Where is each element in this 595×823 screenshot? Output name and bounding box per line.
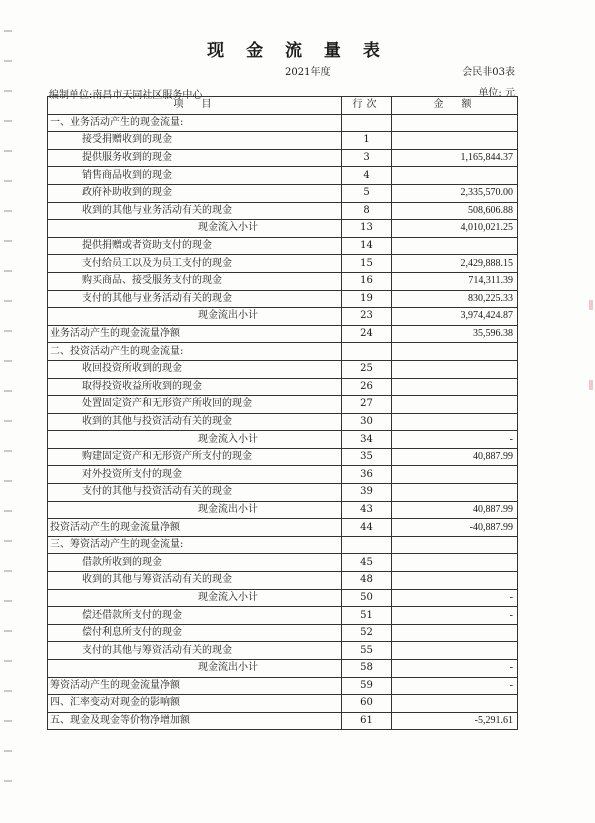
row-line-no: 14 [342,237,392,255]
row-amount: 2,335,570.00 [392,184,518,202]
table-row [48,290,518,308]
row-line-no: 4 [342,167,392,185]
page-title: 现 金 流 量 表 [207,41,388,61]
row-line-no: 59 [342,677,392,695]
row-amount: - [392,431,518,449]
row-item: 现金流入小计 [48,220,342,238]
table-row [48,360,518,378]
row-amount [392,695,518,713]
row-item: 处置固定资产和无形资产所收回的现金 [48,396,342,414]
row-item: 业务活动产生的现金流量净额 [48,325,342,343]
row-line-no: 25 [342,360,392,378]
binding-hole [4,390,12,392]
binding-hole [4,150,12,152]
row-item: 对外投资所支付的现金 [48,466,342,484]
row-item: 支付的其他与筹资活动有关的现金 [48,642,342,660]
binding-hole [4,720,12,722]
row-line-no: 35 [342,448,392,466]
row-item: 四、汇率变动对现金的影响额 [48,695,342,713]
row-item: 偿还借款所支付的现金 [48,607,342,625]
row-line-no: 26 [342,378,392,396]
binding-hole [4,240,12,242]
row-item: 现金流出小计 [48,660,342,678]
row-line-no [342,536,392,554]
table-row [48,308,518,326]
table-row [48,466,518,484]
binding-hole [4,30,12,32]
table-row [48,448,518,466]
table-row [48,149,518,167]
table-row [48,184,518,202]
row-amount: - [392,607,518,625]
table-row [48,519,518,537]
binding-hole [4,480,12,482]
binding-hole [4,630,12,632]
row-line-no: 27 [342,396,392,414]
row-line-no: 60 [342,695,392,713]
row-line-no: 48 [342,572,392,590]
row-line-no: 24 [342,325,392,343]
row-amount [392,343,518,361]
table-row [48,396,518,414]
row-amount [392,413,518,431]
header-item: 项 目 [48,97,342,115]
row-line-no: 15 [342,255,392,273]
row-line-no [342,114,392,132]
table-row [48,624,518,642]
row-amount: - [392,660,518,678]
binding-hole [4,360,12,362]
red-stamp-edge [589,300,593,310]
row-line-no: 61 [342,712,392,730]
row-line-no [342,343,392,361]
row-item: 一、业务活动产生的现金流量: [48,114,342,132]
row-item: 三、筹资活动产生的现金流量: [48,536,342,554]
row-line-no: 23 [342,308,392,326]
row-line-no: 36 [342,466,392,484]
reporting-entity: 编制单位:南昌市天同社区服务中心 [49,90,203,101]
row-item: 购建固定资产和无形资产所支付的现金 [48,448,342,466]
row-line-no: 34 [342,431,392,449]
table-row [48,413,518,431]
row-amount [392,237,518,255]
binding-hole [4,510,12,512]
table-row [48,695,518,713]
table-row [48,202,518,220]
table-row [48,589,518,607]
row-line-no: 44 [342,519,392,537]
row-amount: - [392,677,518,695]
row-item: 现金流出小计 [48,501,342,519]
row-amount: 40,887.99 [392,501,518,519]
row-amount: 508,606.88 [392,202,518,220]
row-amount [392,132,518,150]
header-line-no: 行次 [342,97,392,115]
row-line-no: 39 [342,484,392,502]
binding-hole [4,90,12,92]
binding-hole [4,600,12,602]
binding-hole [4,540,12,542]
binding-hole [4,690,12,692]
binding-hole [4,660,12,662]
row-item: 取得投资收益所收到的现金 [48,378,342,396]
row-line-no: 43 [342,501,392,519]
row-item: 支付的其他与投资活动有关的现金 [48,484,342,502]
red-stamp-edge [589,380,593,390]
binding-hole [4,270,12,272]
row-item: 现金流出小计 [48,308,342,326]
table-row [48,536,518,554]
binding-hole [4,570,12,572]
row-amount: 830,225.33 [392,290,518,308]
table-row [48,607,518,625]
table-row [48,325,518,343]
row-item: 销售商品收到的现金 [48,167,342,185]
row-amount [392,466,518,484]
row-item: 二、投资活动产生的现金流量: [48,343,342,361]
row-amount [392,484,518,502]
binding-hole [4,120,12,122]
binding-hole [4,300,12,302]
row-line-no: 55 [342,642,392,660]
table-row [48,237,518,255]
row-item: 支付给员工以及为员工支付的现金 [48,255,342,273]
binding-hole [4,180,12,182]
row-amount: 714,311.39 [392,272,518,290]
row-item: 收到的其他与投资活动有关的现金 [48,413,342,431]
cash-flow-table [47,96,518,730]
row-amount [392,642,518,660]
row-amount [392,396,518,414]
table-row [48,712,518,730]
row-amount: 4,010,021.25 [392,220,518,238]
table-row [48,114,518,132]
row-item: 投资活动产生的现金流量净额 [48,519,342,537]
row-item: 借款所收到的现金 [48,554,342,572]
table-header-row [48,97,518,115]
table-row [48,572,518,590]
binding-hole [4,750,12,752]
row-amount [392,624,518,642]
row-item: 接受捐赠收到的现金 [48,132,342,150]
table-row [48,554,518,572]
binding-hole [4,330,12,332]
row-line-no: 8 [342,202,392,220]
row-line-no: 50 [342,589,392,607]
row-amount: -40,887.99 [392,519,518,537]
row-amount [392,378,518,396]
row-line-no: 51 [342,607,392,625]
table-row [48,167,518,185]
binding-hole [4,210,12,212]
row-amount: 35,596.38 [392,325,518,343]
currency-unit: 单位: 元 [478,88,515,99]
row-item: 收回投资所收到的现金 [48,360,342,378]
row-line-no: 19 [342,290,392,308]
row-line-no: 3 [342,149,392,167]
row-line-no: 58 [342,660,392,678]
row-item: 筹资活动产生的现金流量净额 [48,677,342,695]
row-item: 收到的其他与业务活动有关的现金 [48,202,342,220]
row-amount [392,554,518,572]
row-amount [392,167,518,185]
row-item: 支付的其他与业务活动有关的现金 [48,290,342,308]
table-row [48,255,518,273]
binding-holes [4,30,14,810]
table-row [48,378,518,396]
table-row [48,642,518,660]
row-amount [392,360,518,378]
table-row [48,431,518,449]
row-amount: 2,429,888.15 [392,255,518,273]
table-row [48,132,518,150]
row-amount: 1,165,844.37 [392,149,518,167]
binding-hole [4,420,12,422]
row-item: 政府补助收到的现金 [48,184,342,202]
row-amount: -5,291.61 [392,712,518,730]
row-item: 收到的其他与筹资活动有关的现金 [48,572,342,590]
row-item: 偿付利息所支付的现金 [48,624,342,642]
row-line-no: 5 [342,184,392,202]
table-row [48,677,518,695]
row-amount: 40,887.99 [392,448,518,466]
table-row [48,220,518,238]
binding-hole [4,780,12,782]
form-number: 会民非03表 [462,67,515,78]
row-amount: - [392,589,518,607]
row-amount [392,114,518,132]
row-item: 提供服务收到的现金 [48,149,342,167]
table-row [48,484,518,502]
row-line-no: 1 [342,132,392,150]
row-item: 购买商品、接受服务支付的现金 [48,272,342,290]
table-row [48,343,518,361]
row-line-no: 30 [342,413,392,431]
binding-hole [4,450,12,452]
row-amount: 3,974,424.87 [392,308,518,326]
row-line-no: 52 [342,624,392,642]
table-row [48,501,518,519]
row-item: 现金流入小计 [48,589,342,607]
row-line-no: 45 [342,554,392,572]
row-line-no: 16 [342,272,392,290]
report-year: 2021年度 [285,67,331,78]
row-item: 五、现金及现金等价物净增加额 [48,712,342,730]
row-amount [392,572,518,590]
row-item: 提供捐赠或者资助支付的现金 [48,237,342,255]
row-item: 现金流入小计 [48,431,342,449]
table-row [48,660,518,678]
row-line-no: 13 [342,220,392,238]
header-amount: 金 额 [392,97,518,115]
table-row [48,272,518,290]
row-amount [392,536,518,554]
